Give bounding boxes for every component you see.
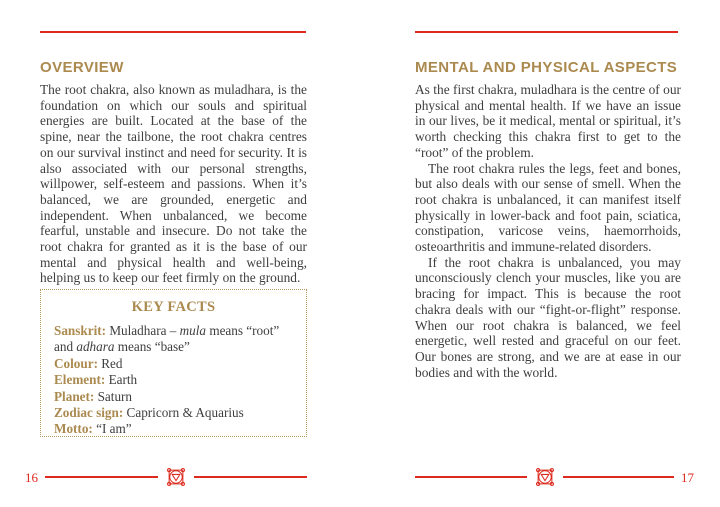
key-facts-title: KEY FACTS: [131, 299, 216, 315]
left-page-heading: OVERVIEW: [40, 59, 124, 76]
muladhara-chakra-icon: [165, 466, 187, 488]
key-fact-sanskrit: [54, 323, 293, 356]
key-fact-value: Earth: [108, 372, 138, 388]
footer-rule: [45, 476, 158, 478]
page-number-left: 16: [25, 469, 38, 485]
key-fact-colour: [54, 356, 293, 372]
key-fact-value-segment: means “root” and: [54, 323, 280, 355]
key-fact-label: Planet:: [54, 388, 95, 404]
muladhara-chakra-icon: [534, 466, 556, 488]
key-fact-label: Zodiac sign:: [54, 405, 124, 421]
key-fact-value: Saturn: [97, 388, 133, 404]
aspects-paragraph: If the root chakra is unbalanced, you may unconsciously clench your muscles, like you are bracing for impact. This is because the root chakra deals with our “fight-or-flight” response. When our root chakra is balanced, we feel energetic, well rested and graceful on our feet. Our bones are strong, and we are at ease in our bodies and with the world.: [415, 254, 681, 380]
key-fact-label: Element:: [54, 372, 106, 388]
key-fact-value: Red: [101, 355, 123, 371]
left-page-body: [40, 82, 307, 286]
key-facts-list: [54, 323, 293, 438]
left-page-top-rule: [40, 31, 306, 33]
footer-rule: [194, 476, 307, 478]
key-fact-value-segment: Muladhara –: [109, 323, 180, 338]
key-fact-value-segment-italic: adhara: [76, 339, 115, 355]
key-fact-zodiac: [54, 405, 293, 421]
key-fact-value-segment-italic: mula: [179, 323, 207, 338]
right-page-top-rule: [415, 31, 678, 33]
key-fact-label: Motto:: [54, 421, 93, 437]
overview-paragraph: The root chakra, also known as muladhara, is the foundation on which our souls and spiritual energies are built. Located at the base of the spine, near the tailbone, the root chakra centres on our survival instinct and need for security. It is also associated with our personal strengths, willpower, self-esteem and passions. When it’s balanced, we are grounded, energetic and independent. When unbalanced, we become fearful, unstable and insecure. Do not take the root chakra for granted as it is the base of our mental and physical health and well-being, helping us to keep our feet firmly on the ground.: [40, 82, 307, 286]
key-fact-label: Sanskrit:: [54, 323, 107, 338]
key-fact-motto: [54, 421, 293, 437]
left-page-footer: [25, 465, 307, 489]
key-fact-element: [54, 372, 293, 388]
footer-rule: [563, 476, 675, 478]
key-fact-planet: [54, 389, 293, 405]
footer-rule: [415, 476, 527, 478]
right-page-body: [415, 82, 681, 380]
key-fact-label: Colour:: [54, 355, 98, 371]
aspects-paragraph: As the first chakra, muladhara is the centre of our physical and mental health. If we have an issue in our lives, be it medical, mental or spiritual, it’s worth checking this chakra first to get to the “root” of the problem.: [415, 82, 681, 160]
right-page-heading: MENTAL AND PHYSICAL ASPECTS: [415, 59, 678, 76]
aspects-paragraph: The root chakra rules the legs, feet and bones, but also deals with our sense of smell. When the root chakra is unbalanced, it can manifest itself physically in lower-back and foot pain, sciatica, constipation, varicose veins, haemorrhoids, osteoarthritis and immune-related disorders.: [415, 160, 681, 255]
key-fact-value: “I am”: [96, 421, 132, 437]
key-facts-box: [40, 289, 307, 437]
key-fact-value: Capricorn & Aquarius: [126, 405, 244, 421]
right-page-footer: [415, 465, 694, 489]
key-fact-value-segment: means “base”: [114, 339, 190, 355]
page-number-right: 17: [681, 469, 694, 485]
